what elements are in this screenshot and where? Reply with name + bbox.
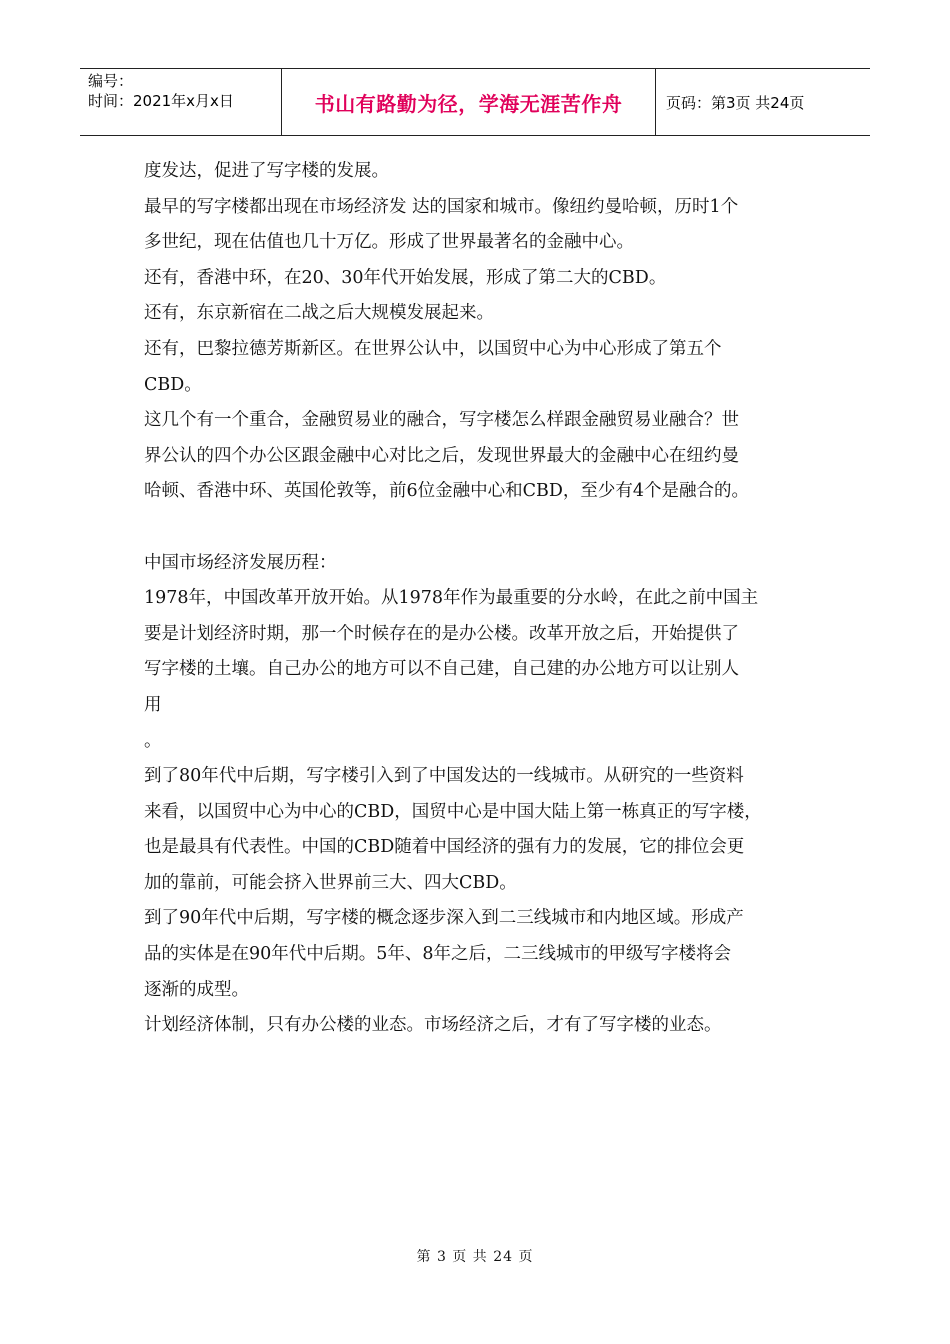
body-line: 还有，东京新宿在二战之后大规模发展起来。	[144, 303, 494, 324]
page-footer: 第 3 页 共 24 页	[416, 1249, 534, 1265]
body-line: 计划经济体制，只有办公楼的业态。市场经济之后，才有了写字楼的业态。	[144, 1015, 722, 1036]
body-line: 到了90年代中后期，写字楼的概念逐步深入到二三线城市和内地区域。形成产	[144, 908, 744, 929]
header-number-label: 编号：	[88, 72, 134, 90]
header-page-info: 页码：第3页 共24页	[666, 93, 805, 112]
body-line: 。	[144, 730, 162, 751]
header-motto: 书山有路勤为径，学海无涯苦作舟	[282, 69, 656, 135]
body-line: 要是计划经济时期，那一个时候存在的是办公楼。改革开放之后，开始提供了	[144, 623, 739, 644]
body-line: 多世纪，现在估值也几十万亿。形成了世界最著名的金融中心。	[144, 232, 634, 253]
header-date-label: 时间：2021年x月x日	[88, 92, 234, 110]
body-line: 逐渐的成型。	[144, 979, 249, 1000]
body-line: 界公认的四个办公区跟金融中心对比之后，发现世界最大的金融中心在纽约曼	[144, 445, 739, 466]
body-line: CBD。	[144, 374, 202, 395]
body-line: 1978年，中国改革开放开始。从1978年作为最重要的分水岭，在此之前中国主	[144, 588, 759, 609]
body-line: 也是最具有代表性。中国的CBD随着中国经济的强有力的发展，它的排位会更	[144, 837, 745, 858]
body-line: 度发达，促进了写字楼的发展。	[144, 161, 389, 181]
body-line: 还有，香港中环，在20、30年代开始发展，形成了第二大的CBD。	[144, 267, 667, 288]
section-heading: 中国市场经济发展历程：	[144, 552, 337, 573]
body-line: 哈顿、香港中环、英国伦敦等，前6位金融中心和CBD，至少有4个是融合的。	[144, 481, 750, 502]
document-body	[144, 154, 810, 1044]
page-header	[80, 68, 870, 136]
body-line: 品的实体是在90年代中后期。5年、8年之后，二三线城市的甲级写字楼将会	[144, 944, 732, 965]
body-line: 加的靠前，可能会挤入世界前三大、四大CBD。	[144, 872, 517, 893]
body-line: 这几个有一个重合，金融贸易业的融合，写字楼怎么样跟金融贸易业融合？世	[144, 410, 739, 431]
header-meta	[80, 69, 282, 135]
body-line: 最早的写字楼都出现在市场经济发 达的国家和城市。像纽约曼哈顿，历时1个	[144, 196, 739, 217]
body-line: 用	[144, 694, 162, 715]
body-line: 写字楼的土壤。自己办公的地方可以不自己建，自己建的办公地方可以让别人	[144, 659, 739, 680]
body-line: 到了80年代中后期，写字楼引入到了中国发达的一线城市。从研究的一些资料	[144, 766, 744, 787]
body-line: 来看，以国贸中心为中心的CBD，国贸中心是中国大陆上第一栋真正的写字楼，	[144, 801, 762, 822]
blank-line	[144, 510, 810, 546]
body-line: 还有，巴黎拉德芳斯新区。在世界公认中，以国贸中心为中心形成了第五个	[144, 338, 722, 359]
